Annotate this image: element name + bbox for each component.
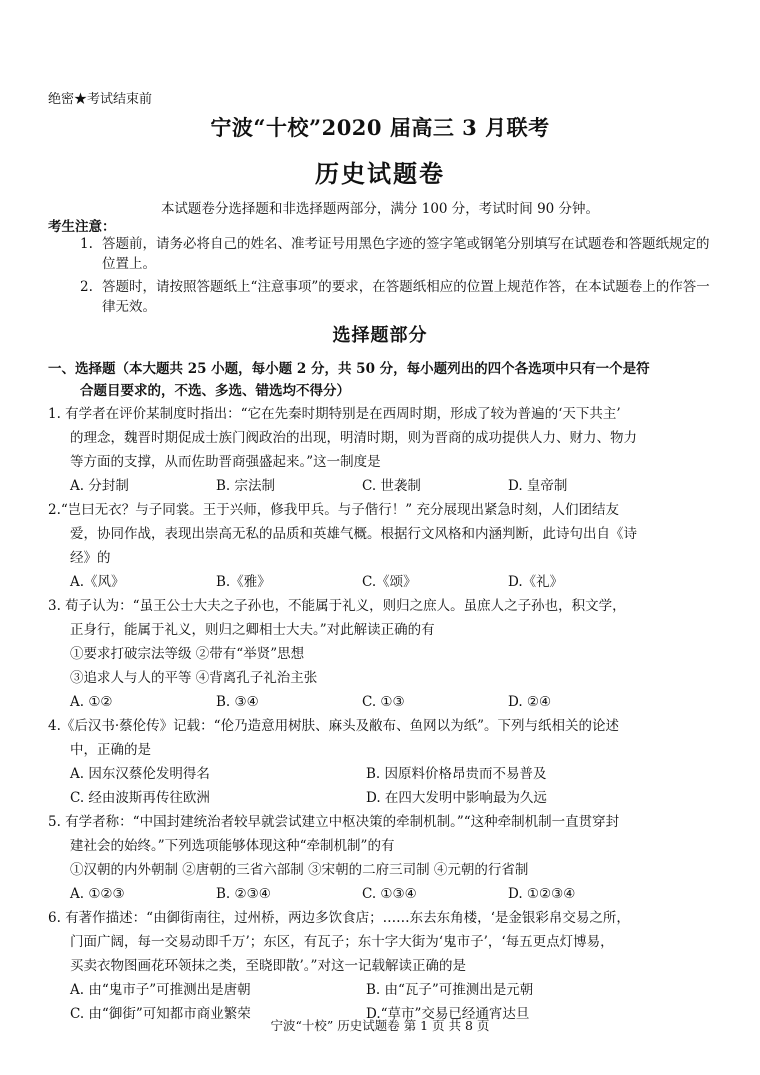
option-d: D. 皇帝制 bbox=[508, 478, 568, 494]
question-3 bbox=[48, 594, 714, 714]
exam-title: 宁波“十校”2020 届高三 3 月联考 bbox=[210, 115, 550, 140]
question-line: 4.《后汉书·蔡伦传》记载：“伦乃造意用树肤、麻头及敝布、鱼网以为纸”。下列与纸相关的论述 bbox=[48, 718, 619, 734]
options bbox=[48, 570, 714, 594]
question-line: 门面广阔，每一交易动即千万’；东区，有瓦子；东十字大街为‘鬼市子’，‘每五更点灯博易， bbox=[70, 934, 614, 950]
question-line: 3. 荀子认为：“虽王公士大夫之子孙也，不能属于礼义，则归之庶人。虽庶人之子孙也，积文学， bbox=[48, 598, 626, 614]
question-line: 等方面的支撑，从而佐助晋商强盛起来。”这一制度是 bbox=[70, 454, 381, 470]
option-c: C. ①③④ bbox=[362, 886, 417, 902]
confidential-label: 绝密★考试结束前 bbox=[48, 92, 153, 107]
options bbox=[48, 474, 714, 498]
option-b: B. ③④ bbox=[216, 694, 259, 710]
question-2 bbox=[48, 498, 714, 594]
option-a: A. 由“鬼市子”可推测出是唐朝 bbox=[70, 982, 251, 998]
option-b: B. 因原料价格昂贵而不易普及 bbox=[366, 766, 547, 782]
exam-intro: 本试题卷分选择题和非选择题两部分，满分 100 分，考试时间 90 分钟。 bbox=[160, 201, 600, 217]
option-a: A. ①② bbox=[70, 694, 113, 710]
question-1 bbox=[48, 402, 714, 498]
option-c: C. 世袭制 bbox=[362, 478, 421, 494]
question-line: 经》的 bbox=[70, 550, 111, 566]
options bbox=[48, 978, 714, 1002]
part-heading bbox=[48, 358, 714, 402]
notice-item-number: 1. bbox=[80, 236, 93, 252]
question-line: 2.“岂曰无衣？与子同裳。王于兴师，修我甲兵。与子偕行！” 充分展现出紧急时刻，人们团结友 bbox=[48, 502, 619, 518]
options bbox=[48, 882, 714, 906]
option-b: B.《雅》 bbox=[216, 574, 271, 590]
option-a: A. ①②③ bbox=[70, 886, 125, 902]
question-line: 买卖衣物图画花环领抹之类，至晓即散’。”对这一记载解读正确的是 bbox=[70, 958, 466, 974]
notice-item bbox=[80, 277, 714, 317]
options bbox=[48, 690, 714, 714]
question-5 bbox=[48, 810, 714, 906]
notice-list bbox=[80, 234, 714, 320]
statement-line: ①汉朝的内外朝制 ②唐朝的三省六部制 ③宋朝的二府三司制 ④元朝的行省制 bbox=[70, 862, 529, 878]
question-6 bbox=[48, 906, 714, 1026]
option-c: C. ①③ bbox=[362, 694, 405, 710]
question-line: 正身行，能属于礼义，则归之卿相士大夫。”对此解读正确的有 bbox=[70, 622, 435, 638]
notice-item-text: 答题时，请按照答题纸上“注意事项”的要求，在答题纸相应的位置上规范作答，在本试题卷上的作答一律无效。 bbox=[102, 279, 710, 315]
options bbox=[48, 786, 714, 810]
option-d: D.《礼》 bbox=[508, 574, 564, 590]
question-4 bbox=[48, 714, 714, 810]
question-line: 1. 有学者在评价某制度时指出：“它在先秦时期特别是在西周时期，形成了较为普遍的‘天下共主’ bbox=[48, 406, 621, 422]
page-footer: 宁波“十校” 历史试题卷 第 1 页 共 8 页 bbox=[270, 1018, 490, 1033]
notice-item-number: 2. bbox=[80, 279, 93, 295]
part-heading-line: 合题目要求的，不选、多选、错选均不得分） bbox=[80, 383, 350, 399]
statement-line: ③追求人与人的平等 ④背离孔子礼治主张 bbox=[70, 670, 318, 686]
option-b: B. 宗法制 bbox=[216, 478, 276, 494]
option-a: A. 分封制 bbox=[70, 478, 129, 494]
notice-item-text: 答题前，请务必将自己的姓名、准考证号用黑色字迹的签字笔或钢笔分别填写在试题卷和答题纸规定的位置上。 bbox=[102, 236, 710, 272]
notice-title: 考生注意： bbox=[48, 219, 116, 235]
question-line: 5. 有学者称：“中国封建统治者较早就尝试建立中枢决策的牵制机制。”“这种牵制机制一直贯穿封 bbox=[48, 814, 620, 830]
question-line: 建社会的始终。”下列选项能够体现这种“牵制机制”的有 bbox=[70, 838, 395, 854]
question-line: 6. 有著作描述：“由御街南往，过州桥，两边多饮食店；……东去东角楼，‘是金银彩帛交易之所， bbox=[48, 910, 630, 926]
part-heading-line: 一、选择题（本大题共 25 小题，每小题 2 分，共 50 分，每小题列出的四个各选项中只有一个是符 bbox=[48, 361, 650, 377]
option-b: B. ②③④ bbox=[216, 886, 271, 902]
option-d: D.“草市”交易已经通宵达旦 bbox=[366, 1006, 530, 1022]
notice-item bbox=[80, 234, 714, 274]
option-d: D. ②④ bbox=[508, 694, 552, 710]
subject-title: 历史试题卷 bbox=[315, 159, 445, 188]
question-line: 的理念，魏晋时期促成士族门阀政治的出现，明清时期，则为晋商的成功提供人力、财力、物力 bbox=[70, 430, 637, 446]
option-d: D. 在四大发明中影响最为久远 bbox=[366, 790, 547, 806]
option-a: A.《风》 bbox=[70, 574, 125, 590]
question-list bbox=[48, 402, 714, 1026]
option-d: D. ①②③④ bbox=[508, 886, 576, 902]
option-c: C. 经由波斯再传往欧洲 bbox=[70, 790, 210, 806]
section-title: 选择题部分 bbox=[332, 325, 428, 346]
option-c: C. 由“御街”可知都市商业繁荣 bbox=[70, 1006, 251, 1022]
option-b: B. 由“瓦子”可推测出是元朝 bbox=[366, 982, 534, 998]
options bbox=[48, 762, 714, 786]
question-line: 爱，协同作战，表现出崇高无私的品质和英雄气概。根据行文风格和内涵判断，此诗句出自《诗 bbox=[70, 526, 637, 542]
statement-line: ①要求打破宗法等级 ②带有“举贤”思想 bbox=[70, 646, 305, 662]
option-a: A. 因东汉蔡伦发明得名 bbox=[70, 766, 210, 782]
question-line: 中，正确的是 bbox=[70, 742, 151, 758]
option-c: C.《颂》 bbox=[362, 574, 417, 590]
